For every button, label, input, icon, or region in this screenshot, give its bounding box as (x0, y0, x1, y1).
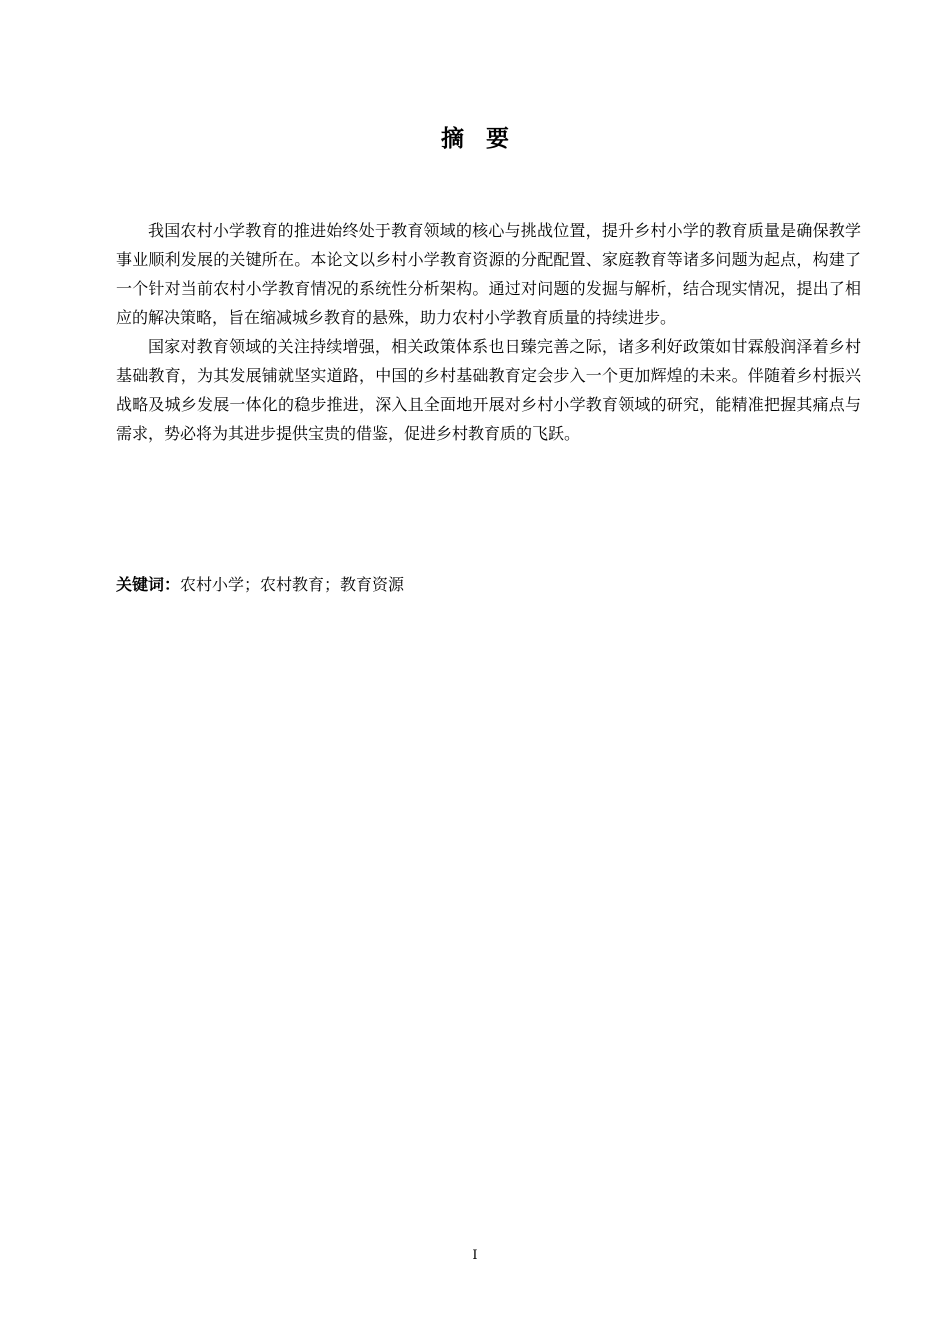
keywords-line (116, 572, 861, 598)
page-number: I (472, 1248, 478, 1263)
abstract-title: 摘要 (441, 125, 531, 152)
abstract-paragraph-2: 国家对教育领域的关注持续增强，相关政策体系也日臻完善之际，诸多利好政策如甘霖般润泽着乡村基础教育，为其发展铺就坚实道路，中国的乡村基础教育定会步入一个更加辉煌的未来。伴随着乡村振兴战略及城乡发展一体化的稳步推进，深入且全面地开展对乡村小学教育领域的研究，能精准把握其痛点与需求，势必将为其进步提供宝贵的借鉴，促进乡村教育质的飞跃。 (116, 337, 861, 443)
abstract-body (116, 216, 861, 448)
keywords-label: 关键词： (116, 575, 181, 594)
abstract-paragraph-1: 我国农村小学教育的推进始终处于教育领域的核心与挑战位置，提升乡村小学的教育质量是确保教学事业顺利发展的关键所在。本论文以乡村小学教育资源的分配配置、家庭教育等诸多问题为起点，构建了一个针对当前农村小学教育情况的系统性分析架构。通过对问题的发掘与解析，结合现实情况，提出了相应的解决策略，旨在缩减城乡教育的悬殊，助力农村小学教育质量的持续进步。 (116, 221, 861, 327)
keywords-value: 农村小学；农村教育；教育资源 (180, 575, 405, 594)
